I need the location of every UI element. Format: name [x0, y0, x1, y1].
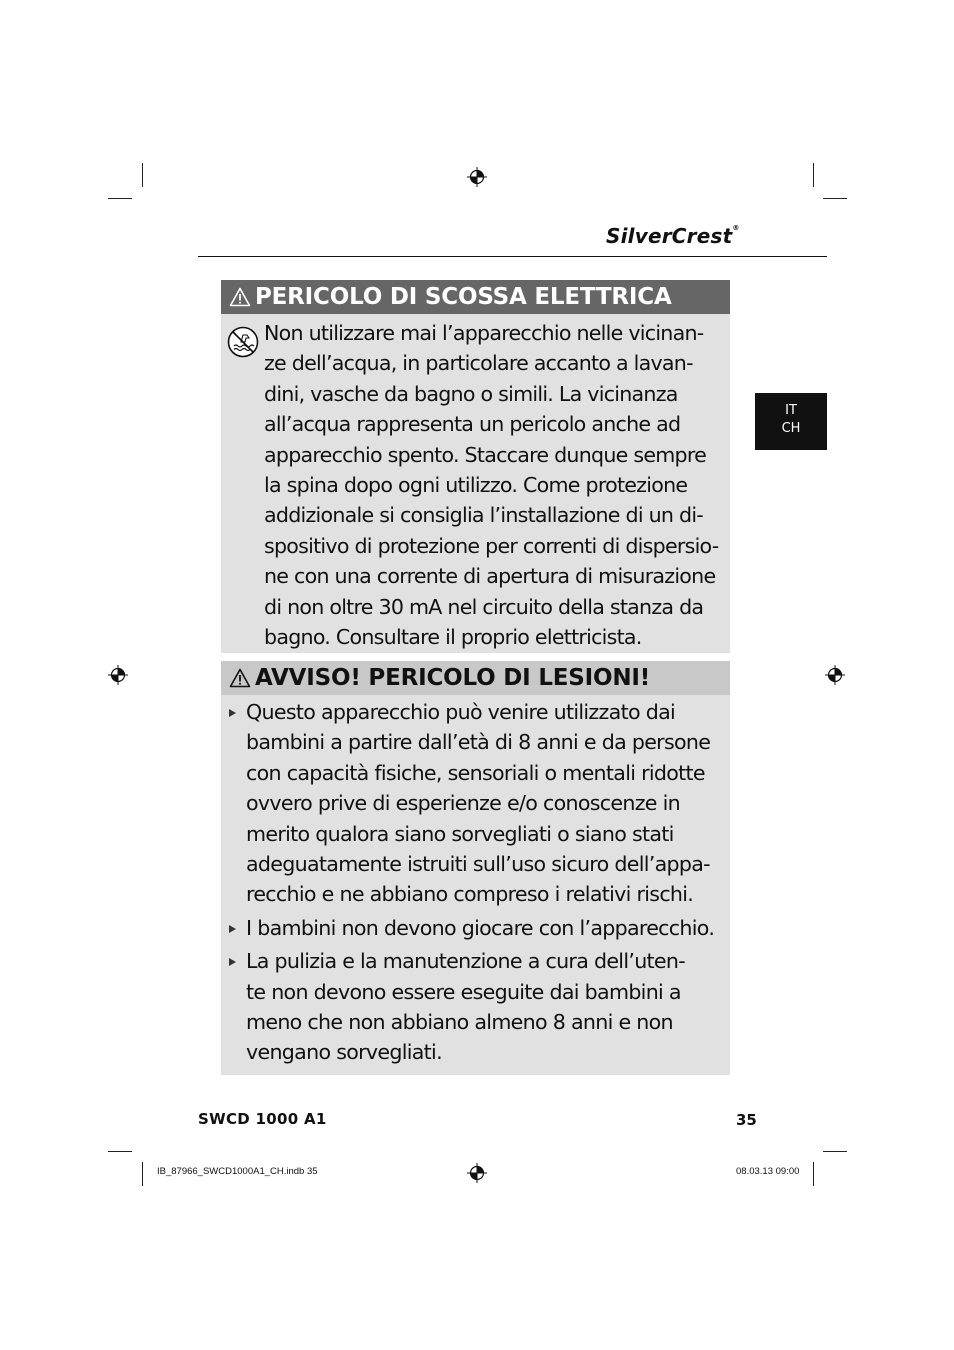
text-line: La pulizia e la manutenzione a cura dell’uten-: [246, 949, 685, 974]
text-line: ovvero prive di esperienze e/o conoscenze in: [246, 791, 680, 816]
text-line: spositivo di protezione per correnti di dispersio-: [264, 533, 719, 558]
crop-mark: [142, 1162, 143, 1186]
injury-bullet-list: [229, 697, 729, 1071]
bullet-item: [229, 946, 729, 1068]
text-line: ne con una corrente di apertura di misurazione: [264, 564, 716, 589]
bullet-item: [229, 913, 729, 943]
electric-shock-warning-box: [221, 280, 730, 653]
crop-mark: [823, 198, 847, 199]
text-line: all’acqua rappresenta un pericolo anche ad: [264, 412, 681, 437]
registration-mark-icon: [467, 1163, 487, 1183]
text-line: la spina dopo ogni utilizzo. Come protezione: [264, 473, 688, 498]
text-line: merito qualora siano sorvegliati o siano stati: [246, 821, 674, 846]
crop-mark: [823, 1151, 847, 1152]
warning-triangle-icon: [229, 668, 251, 688]
text-line: con capacità fisiche, sensoriali o mentali ridotte: [246, 760, 705, 785]
print-slug-date: 08.03.13 09:00: [736, 1166, 800, 1177]
text-line: Questo apparecchio può venire utilizzato dai: [246, 700, 676, 724]
text-line: bagno. Consultare il proprio elettricista.: [264, 625, 642, 650]
text-line: adeguatamente istruiti sull’uso sicuro dell’appa-: [246, 852, 710, 877]
registration-mark-icon: [825, 665, 845, 685]
language-code-ch: CH: [781, 421, 801, 436]
crop-mark: [813, 163, 814, 187]
text-line: recchio e ne abbiano compreso i relativi rischi.: [246, 882, 694, 907]
crop-mark: [813, 1162, 814, 1186]
crop-mark: [108, 1151, 132, 1152]
header-divider: [198, 256, 827, 257]
crop-mark: [142, 163, 143, 187]
warning-triangle-icon: [229, 287, 251, 307]
text-line: I bambini non devono giocare con l’apparecchio.: [246, 915, 715, 940]
injury-title-bar: [221, 661, 730, 695]
text-line: te non devono essere eseguite dai bambini a: [246, 979, 681, 1004]
no-water-icon: [227, 326, 259, 358]
electric-shock-title: PERICOLO DI SCOSSA ELETTRICA: [255, 284, 672, 310]
bullet-arrow-icon: [229, 925, 236, 933]
text-line: apparecchio spento. Staccare dunque sempre: [264, 442, 707, 467]
language-tab: [755, 393, 827, 450]
text-line: addizionale si consiglia l’installazione di un di-: [264, 503, 703, 528]
text-line: ze dell’acqua, in particolare accanto a lavan-: [264, 351, 693, 376]
injury-title: AVVISO! PERICOLO DI LESIONI!: [255, 665, 651, 691]
electric-shock-title-bar: [221, 280, 730, 314]
crop-mark: [108, 198, 132, 199]
text-line: dini, vasche da bagno o simili. La vicinanza: [264, 381, 678, 406]
bullet-item: [229, 697, 729, 910]
text-line: bambini a partire dall’età di 8 anni e da persone: [246, 730, 711, 755]
bullet-arrow-icon: [229, 709, 236, 717]
bullet-arrow-icon: [229, 958, 236, 966]
electric-shock-text: [264, 318, 726, 652]
print-slug-file: IB_87966_SWCD1000A1_CH.indb 35: [157, 1166, 318, 1177]
text-line: di non oltre 30 mA nel circuito della stanza da: [264, 594, 704, 619]
injury-warning-box: [221, 661, 730, 1075]
text-line: vengano sorvegliati.: [246, 1040, 442, 1065]
language-code-it: IT: [785, 403, 797, 418]
registration-mark-icon: [467, 167, 487, 187]
brand-logo: SilverCrest®: [606, 224, 740, 248]
text-line: meno che non abbiano almeno 8 anni e non: [246, 1010, 673, 1035]
text-line: Non utilizzare mai l’apparecchio nelle vicinan-: [264, 321, 704, 345]
model-number: SWCD 1000 A1: [198, 1110, 327, 1128]
registration-mark-icon: [108, 665, 128, 685]
page-number: 35: [736, 1111, 757, 1129]
